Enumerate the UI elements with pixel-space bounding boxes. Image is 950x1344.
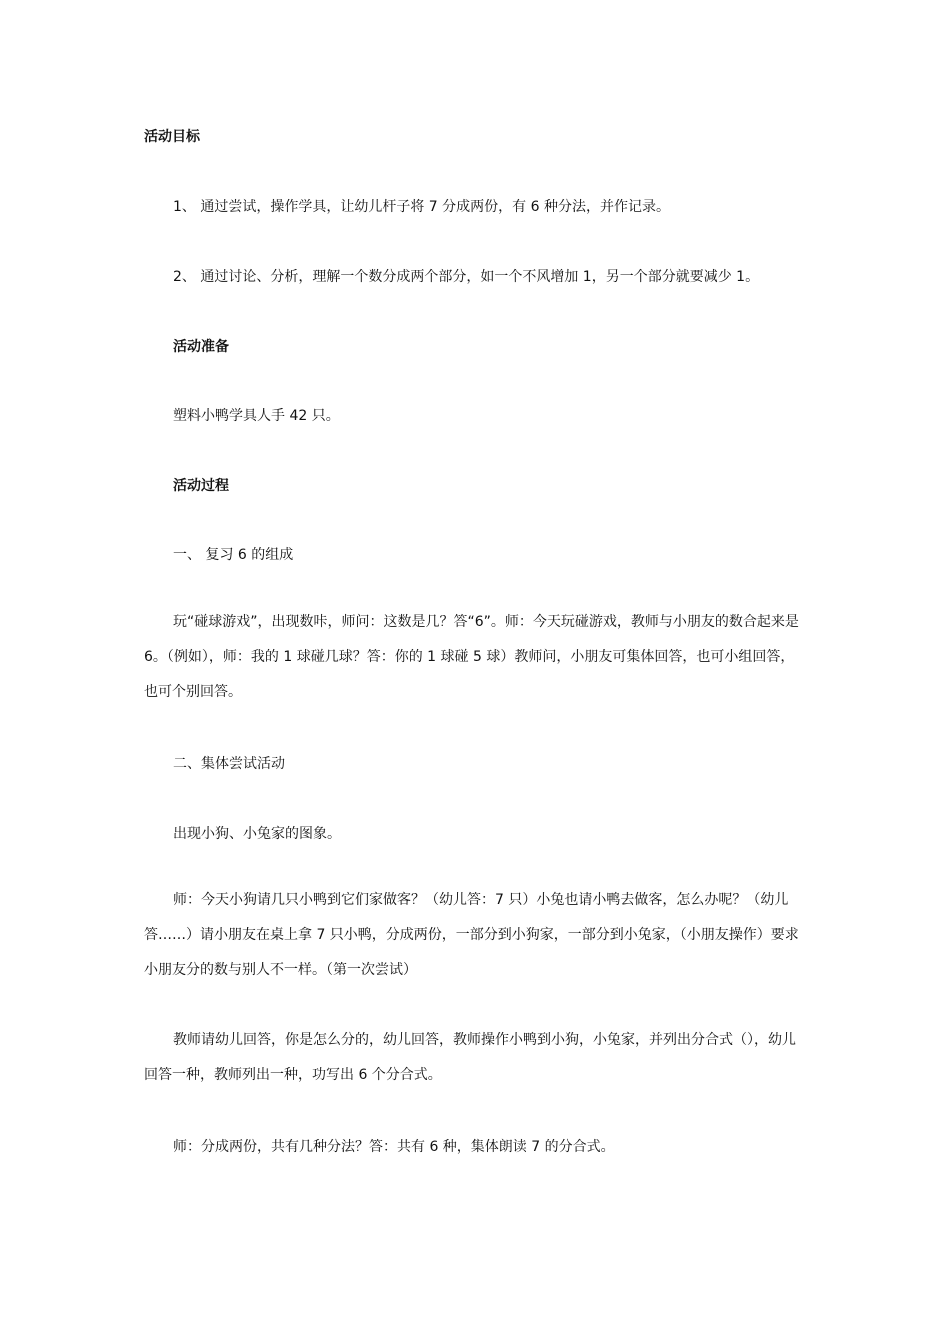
preparation-text: 塑料小鸭学具人手 42 只。 xyxy=(173,408,340,424)
heading-activity-process: 活动过程 xyxy=(173,478,229,494)
step-1-paragraph: 玩“碰球游戏”，出现数咔，师问：这数是几？答“6”。师：今天玩碰游戏，教师与小朋友的数合起来是 6。（例如），师：我的 1 球碰几球？答：你的 1 球碰 5 球）教师问，小朋友可集体回答，也可小组回答，也可个别回答。 xyxy=(144,614,799,700)
goal-item-2: 2、 通过讨论、分析，理解一个数分成两个部分，如一个不风增加 1，另一个部分就要减少 1。 xyxy=(173,269,760,285)
heading-activity-goals: 活动目标 xyxy=(144,129,200,145)
step-1-heading: 一、 复习 6 的组成 xyxy=(173,547,294,563)
step-2-paragraph-1: 师：今天小狗请几只小鸭到它们家做客？（幼儿答：7 只）小兔也请小鸭去做客，怎么办呢？（幼儿答……）请小朋友在桌上拿 7 只小鸭，分成两份，一部分到小狗家，一部分到小兔家，（小朋友操作）要求小朋友分的数与别人不一样。（第一次尝试） xyxy=(144,892,799,978)
goal-item-1: 1、 通过尝试，操作学具，让幼儿杆子将 7 分成两份，有 6 种分法，并作记录。 xyxy=(173,199,670,215)
step-2-paragraph-2: 教师请幼儿回答，你是怎么分的，幼儿回答，教师操作小鸭到小狗，小兔家，并列出分合式（），幼儿回答一种，教师列出一种，功写出 6 个分合式。 xyxy=(144,1032,796,1083)
heading-activity-preparation: 活动准备 xyxy=(173,339,229,355)
step-2-paragraph-3: 师：分成两份，共有几种分法？答：共有 6 种，集体朗读 7 的分合式。 xyxy=(173,1139,615,1155)
step-2-intro: 出现小狗、小兔家的图象。 xyxy=(173,826,341,842)
step-2-heading: 二、集体尝试活动 xyxy=(173,756,285,772)
